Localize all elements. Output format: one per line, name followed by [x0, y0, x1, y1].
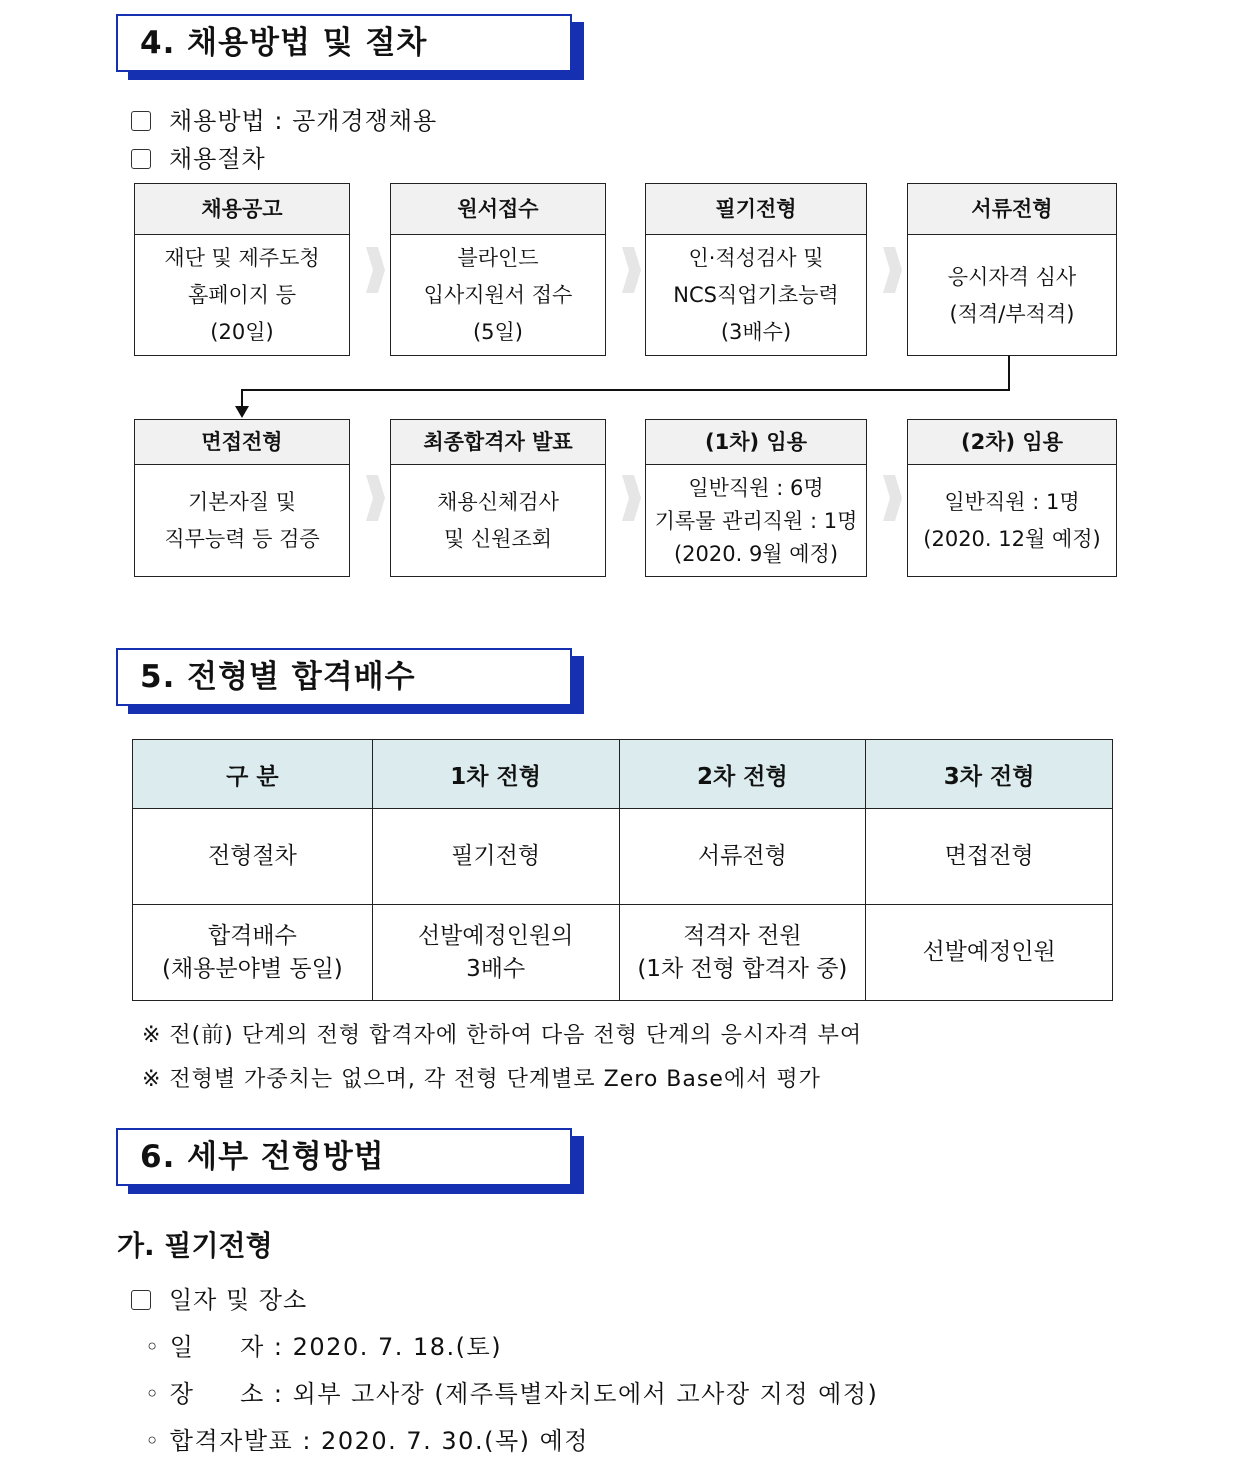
flow-step-line: 및 신원조회	[443, 527, 553, 551]
checkbox-icon	[131, 111, 151, 131]
flow-step-head: (1차) 임용	[646, 420, 866, 465]
pass-multiplier-table	[132, 739, 1113, 1001]
written-test-subheading: 가. 필기전형	[117, 1229, 273, 1262]
table-header-cell: 구 분	[133, 740, 373, 809]
flow-connector-arrow	[230, 355, 1020, 420]
table-cell: 전형절차	[133, 809, 373, 905]
detail-date-line: ◦ 일 자 : 2020. 7. 18.(토)	[145, 1333, 503, 1361]
chevron-right-icon	[620, 245, 642, 295]
section5-title: 5. 전형별 합격배수	[116, 648, 572, 706]
table-cell: 선발예정인원의 3배수	[372, 905, 619, 1001]
chevron-right-icon	[881, 245, 903, 295]
flow-step-head: 서류전형	[908, 184, 1116, 235]
flow-step-head: 면접전형	[135, 420, 349, 465]
section6-heading	[116, 1128, 572, 1186]
section5-heading	[116, 648, 572, 706]
flow-step-head: 채용공고	[135, 184, 349, 235]
flow-step-head: 필기전형	[646, 184, 866, 235]
detail-place-line: ◦ 장 소 : 외부 고사장 (제주특별자치도에서 고사장 지정 예정)	[145, 1380, 879, 1408]
recruit-procedure-line: 채용절차	[131, 139, 266, 174]
table-row	[133, 905, 1113, 1001]
flow-step-first-appointment	[645, 419, 867, 577]
detail-announcement-line: ◦ 합격자발표 : 2020. 7. 30.(목) 예정	[145, 1427, 589, 1455]
table-row	[133, 809, 1113, 905]
table-cell: 필기전형	[372, 809, 619, 905]
flow-step-head: 원서접수	[391, 184, 605, 235]
flow-step-line: (적격/부적격)	[949, 301, 1075, 326]
date-location-line: 일자 및 장소	[131, 1280, 307, 1315]
flow-step-announcement	[134, 183, 350, 356]
flow-step-line: 기록물 관리직원 : 1명	[654, 508, 858, 533]
chevron-right-icon	[881, 473, 903, 523]
flow-step-line: (2020. 9월 예정)	[673, 541, 839, 566]
flow-step-line: (2020. 12월 예정)	[923, 527, 1101, 551]
table-cell: 면접전형	[866, 809, 1113, 905]
flow-step-interview	[134, 419, 350, 577]
flow-step-line: 일반직원 : 1명	[944, 490, 1080, 514]
flow-step-line: 기본자질 및	[187, 490, 297, 514]
flow-step-document-review	[907, 183, 1117, 356]
checkbox-icon	[131, 1290, 151, 1310]
flow-step-line: 홈페이지 등	[187, 283, 297, 307]
flow-step-line: 일반직원 : 6명	[688, 475, 824, 500]
flow-step-second-appointment	[907, 419, 1117, 577]
section6-title: 6. 세부 전형방법	[116, 1128, 572, 1186]
table-cell: 적격자 전원 (1차 전형 합격자 중)	[619, 905, 866, 1001]
flow-step-line: 직무능력 등 검증	[164, 527, 320, 551]
flow-step-line: 블라인드	[457, 246, 539, 270]
flow-step-line: 응시자격 심사	[947, 264, 1077, 289]
flow-step-line: (3배수)	[720, 320, 792, 344]
section4-heading	[116, 14, 572, 72]
flow-step-application	[390, 183, 606, 356]
flow-step-final-announcement	[390, 419, 606, 577]
table-cell: 합격배수 (채용분야별 동일)	[133, 905, 373, 1001]
table-header-row	[133, 740, 1113, 809]
chevron-right-icon	[364, 245, 386, 295]
flow-step-line: (5일)	[472, 320, 524, 344]
table-header-cell: 3차 전형	[866, 740, 1113, 809]
table-cell: 선발예정인원	[866, 905, 1113, 1001]
recruit-method-line: 채용방법 : 공개경쟁채용	[131, 101, 437, 136]
checkbox-icon	[131, 149, 151, 169]
flow-step-line: 인·적성검사 및	[688, 246, 824, 270]
flow-step-written-test	[645, 183, 867, 356]
chevron-right-icon	[364, 473, 386, 523]
table-cell: 서류전형	[619, 809, 866, 905]
flow-step-line: 채용신체검사	[437, 490, 559, 514]
table-header-cell: 2차 전형	[619, 740, 866, 809]
flow-step-line: 입사지원서 접수	[423, 283, 573, 307]
table-header-cell: 1차 전형	[372, 740, 619, 809]
section4-title: 4. 채용방법 및 절차	[116, 14, 572, 72]
flow-step-line: 재단 및 제주도청	[164, 246, 320, 270]
flow-step-head: 최종합격자 발표	[391, 420, 605, 465]
flow-step-line: NCS직업기초능력	[673, 283, 839, 307]
flow-step-line: (20일)	[210, 320, 274, 344]
flow-step-head: (2차) 임용	[908, 420, 1116, 465]
note-line: ※ 전(前) 단계의 전형 합격자에 한하여 다음 전형 단계의 응시자격 부여	[142, 1023, 863, 1048]
chevron-right-icon	[620, 473, 642, 523]
note-line: ※ 전형별 가중치는 없으며, 각 전형 단계별로 Zero Base에서 평가	[142, 1067, 821, 1092]
